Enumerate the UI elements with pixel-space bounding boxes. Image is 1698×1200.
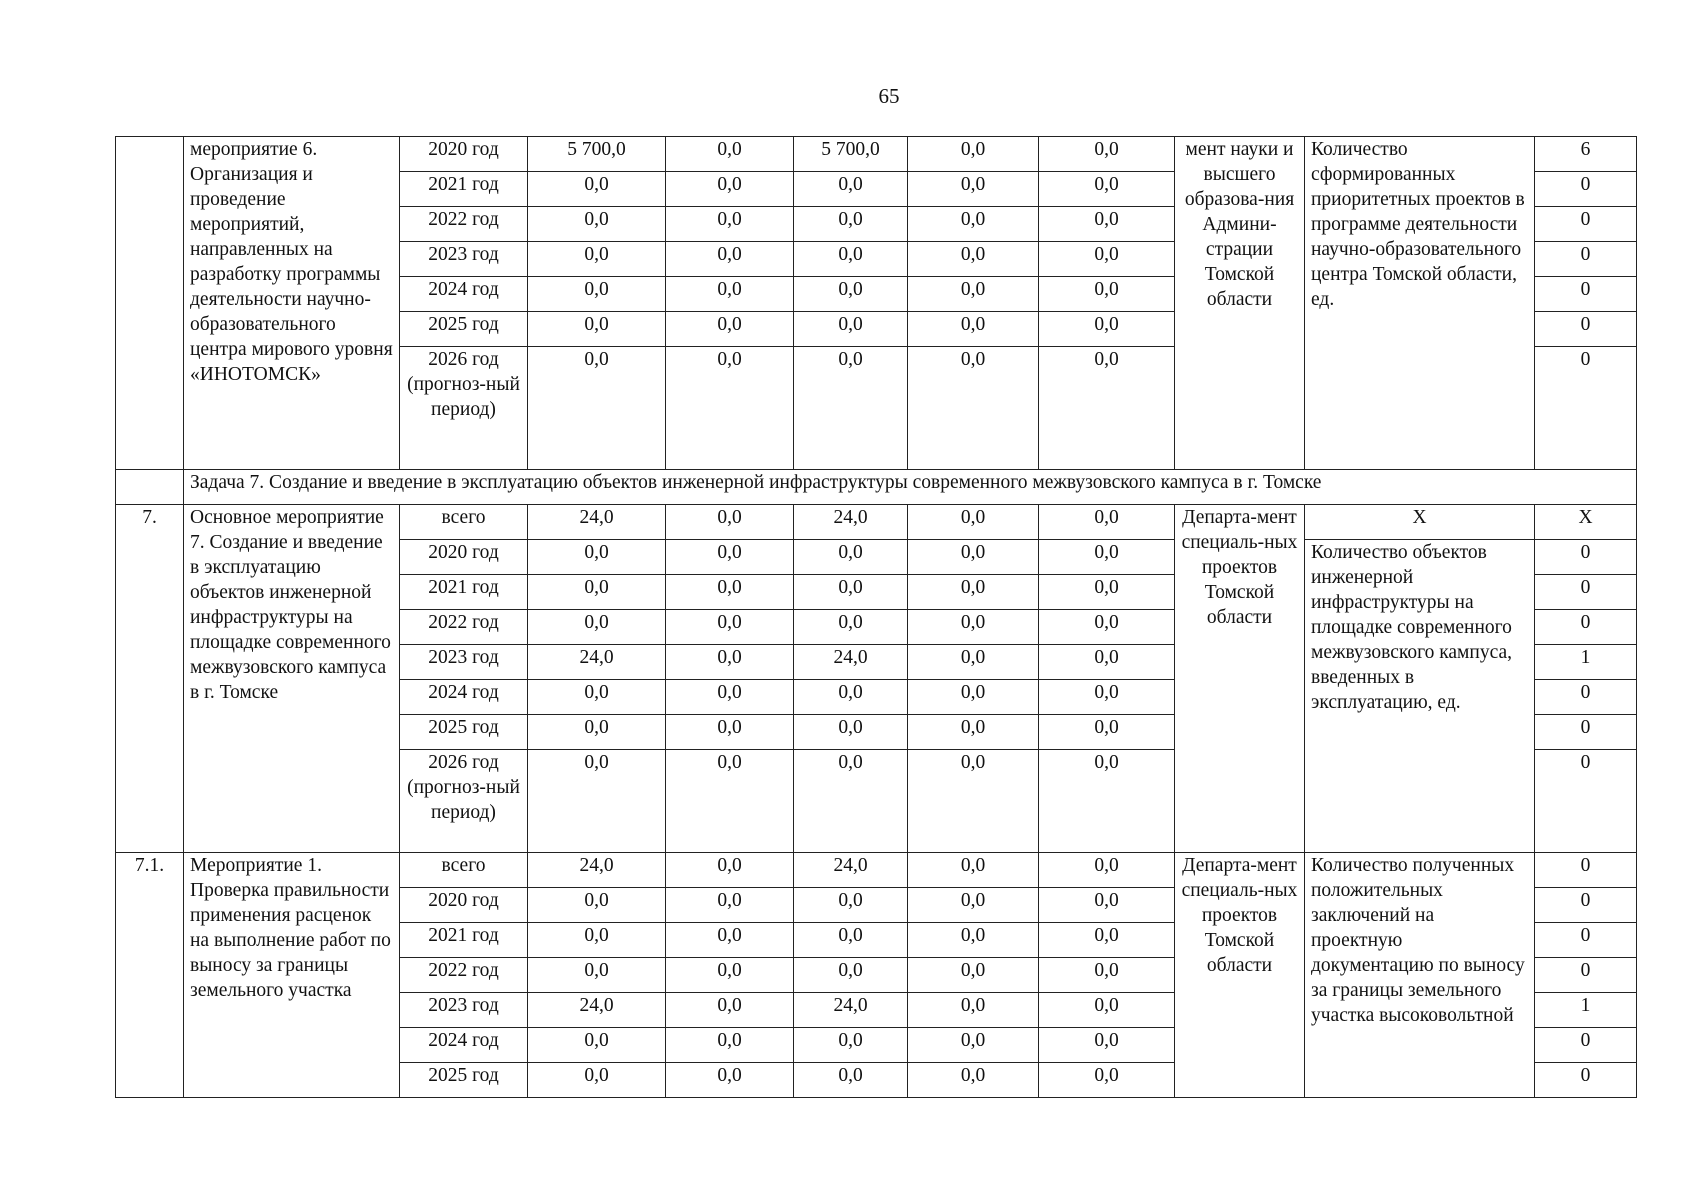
value-cell: 0,0 (908, 137, 1039, 172)
target-cell: 6 (1535, 137, 1637, 172)
value-cell: 0,0 (666, 312, 794, 347)
value-cell: 0,0 (908, 958, 1039, 993)
period-cell: 2026 год (прогноз-ный период) (400, 347, 528, 470)
program-table (115, 136, 1637, 1098)
value-cell: 0,0 (528, 958, 666, 993)
period-cell: 2021 год (400, 575, 528, 610)
target-cell: 0 (1535, 853, 1637, 888)
value-cell: 0,0 (666, 137, 794, 172)
activity-name: Основное мероприятие 7. Создание и введение в эксплуатацию объектов инженерной инфраструктуры на площадке современного межвузовского кампуса в г. Томске (184, 505, 400, 853)
value-cell: 0,0 (528, 888, 666, 923)
activity-name: мероприятие 6. Организация и проведение мероприятий, направленных на разработку программы деятельности научно-образовательного центра мирового уровня «ИНОТОМСК» (184, 137, 400, 470)
value-cell: 0,0 (666, 347, 794, 470)
value-cell: 24,0 (794, 505, 908, 540)
value-cell: 24,0 (528, 505, 666, 540)
value-cell: 0,0 (528, 277, 666, 312)
period-cell: 2022 год (400, 207, 528, 242)
target-cell: 1 (1535, 645, 1637, 680)
value-cell: 24,0 (528, 853, 666, 888)
value-cell: 0,0 (666, 1063, 794, 1098)
period-cell: 2022 год (400, 610, 528, 645)
value-cell: 0,0 (908, 277, 1039, 312)
value-cell: 0,0 (908, 993, 1039, 1028)
target-cell: 0 (1535, 750, 1637, 853)
value-cell: 0,0 (666, 958, 794, 993)
target-cell: 0 (1535, 207, 1637, 242)
target-cell: 0 (1535, 540, 1637, 575)
value-cell: 0,0 (528, 312, 666, 347)
period-cell: 2025 год (400, 715, 528, 750)
period-cell: 2020 год (400, 137, 528, 172)
target-cell: 0 (1535, 923, 1637, 958)
value-cell: 0,0 (1039, 1063, 1175, 1098)
value-cell: 0,0 (528, 540, 666, 575)
value-cell: 0,0 (794, 680, 908, 715)
indicator-cell: Количество сформированных приоритетных проектов в программе деятельности научно-образовательного центра Томской области, ед. (1305, 137, 1535, 470)
target-cell: 0 (1535, 888, 1637, 923)
executor-cell: мент науки и высшего образова-ния Админи-страции Томской области (1175, 137, 1305, 470)
value-cell: 0,0 (1039, 1028, 1175, 1063)
value-cell: 0,0 (528, 923, 666, 958)
value-cell: 0,0 (1039, 645, 1175, 680)
value-cell: 0,0 (528, 1063, 666, 1098)
value-cell: 0,0 (1039, 923, 1175, 958)
value-cell: 0,0 (908, 888, 1039, 923)
value-cell: 5 700,0 (794, 137, 908, 172)
target-cell: 0 (1535, 715, 1637, 750)
value-cell: 0,0 (794, 715, 908, 750)
value-cell: 0,0 (908, 923, 1039, 958)
value-cell: 24,0 (794, 993, 908, 1028)
value-cell: 5 700,0 (528, 137, 666, 172)
period-cell: 2025 год (400, 312, 528, 347)
period-cell: 2023 год (400, 242, 528, 277)
page-number: 65 (878, 84, 900, 108)
target-cell: 0 (1535, 277, 1637, 312)
value-cell: 0,0 (528, 680, 666, 715)
activity-name: Мероприятие 1. Проверка правильности применения расценок на выполнение работ по выносу за границы земельного участка (184, 853, 400, 1098)
value-cell: 0,0 (666, 540, 794, 575)
value-cell: 0,0 (1039, 540, 1175, 575)
target-cell: 0 (1535, 172, 1637, 207)
period-cell: 2022 год (400, 958, 528, 993)
period-cell: всего (400, 505, 528, 540)
target-cell: 1 (1535, 993, 1637, 1028)
value-cell: 0,0 (528, 1028, 666, 1063)
value-cell: 0,0 (908, 207, 1039, 242)
value-cell: 0,0 (528, 172, 666, 207)
target-cell: 0 (1535, 958, 1637, 993)
value-cell: 0,0 (1039, 505, 1175, 540)
value-cell: 0,0 (794, 958, 908, 993)
task-heading: Задача 7. Создание и введение в эксплуатацию объектов инженерной инфраструктуры современного межвузовского кампуса в г. Томске (184, 470, 1637, 505)
value-cell: 0,0 (1039, 715, 1175, 750)
executor-cell: Департа-мент специаль-ных проектов Томской области (1175, 853, 1305, 1098)
target-cell: 0 (1535, 610, 1637, 645)
value-cell: 24,0 (794, 645, 908, 680)
value-cell: 0,0 (908, 1063, 1039, 1098)
value-cell: 0,0 (908, 715, 1039, 750)
target-cell: 0 (1535, 312, 1637, 347)
value-cell: 0,0 (908, 750, 1039, 853)
period-cell: 2021 год (400, 172, 528, 207)
value-cell: 0,0 (528, 750, 666, 853)
value-cell: 0,0 (794, 750, 908, 853)
value-cell: 0,0 (1039, 680, 1175, 715)
value-cell: 0,0 (1039, 207, 1175, 242)
period-cell: 2026 год (прогноз-ный период) (400, 750, 528, 853)
value-cell: 0,0 (1039, 277, 1175, 312)
value-cell: 0,0 (1039, 347, 1175, 470)
value-cell: 0,0 (1039, 853, 1175, 888)
value-cell: 0,0 (1039, 312, 1175, 347)
value-cell: 0,0 (794, 540, 908, 575)
period-cell: 2023 год (400, 993, 528, 1028)
value-cell: 0,0 (666, 993, 794, 1028)
value-cell: 0,0 (666, 242, 794, 277)
period-cell: всего (400, 853, 528, 888)
target-cell: 0 (1535, 1063, 1637, 1098)
value-cell: 0,0 (528, 715, 666, 750)
value-cell: 0,0 (794, 347, 908, 470)
value-cell: 0,0 (528, 347, 666, 470)
value-cell: 0,0 (1039, 172, 1175, 207)
value-cell: 0,0 (908, 540, 1039, 575)
value-cell: 0,0 (908, 347, 1039, 470)
value-cell: 0,0 (666, 207, 794, 242)
value-cell: 0,0 (794, 575, 908, 610)
value-cell: 0,0 (794, 923, 908, 958)
value-cell: 0,0 (908, 575, 1039, 610)
target-cell: 0 (1535, 575, 1637, 610)
period-cell: 2024 год (400, 1028, 528, 1063)
value-cell: 24,0 (528, 645, 666, 680)
period-cell: 2020 год (400, 888, 528, 923)
value-cell: 0,0 (794, 888, 908, 923)
value-cell: 0,0 (1039, 993, 1175, 1028)
value-cell: 0,0 (794, 277, 908, 312)
target-cell: 0 (1535, 1028, 1637, 1063)
value-cell: 0,0 (908, 680, 1039, 715)
value-cell: 0,0 (908, 1028, 1039, 1063)
value-cell: 0,0 (908, 172, 1039, 207)
value-cell: 0,0 (794, 1063, 908, 1098)
value-cell: 0,0 (794, 312, 908, 347)
target-cell: 0 (1535, 242, 1637, 277)
period-cell: 2020 год (400, 540, 528, 575)
value-cell: 0,0 (1039, 888, 1175, 923)
value-cell: 0,0 (666, 1028, 794, 1063)
value-cell: 0,0 (666, 888, 794, 923)
period-cell: 2023 год (400, 645, 528, 680)
row-number-cell: 7. (116, 505, 184, 853)
value-cell: 0,0 (794, 1028, 908, 1063)
value-cell: 0,0 (528, 242, 666, 277)
indicator-cell: Количество объектов инженерной инфраструктуры на площадке современного межвузовского кампуса, введенных в эксплуатацию, ед. (1305, 540, 1535, 853)
value-cell: 0,0 (666, 575, 794, 610)
value-cell: 0,0 (666, 505, 794, 540)
value-cell: 0,0 (666, 680, 794, 715)
value-cell: 24,0 (794, 853, 908, 888)
value-cell: 0,0 (794, 172, 908, 207)
value-cell: 0,0 (1039, 575, 1175, 610)
row-number-cell (116, 137, 184, 470)
value-cell: 0,0 (528, 207, 666, 242)
indicator-cell: Х (1305, 505, 1535, 540)
value-cell: 0,0 (528, 575, 666, 610)
value-cell: 0,0 (908, 505, 1039, 540)
value-cell: 0,0 (1039, 242, 1175, 277)
value-cell: 0,0 (908, 853, 1039, 888)
value-cell: 0,0 (666, 610, 794, 645)
value-cell: 0,0 (908, 610, 1039, 645)
value-cell: 0,0 (794, 242, 908, 277)
value-cell: 0,0 (1039, 137, 1175, 172)
value-cell: 0,0 (1039, 610, 1175, 645)
target-cell: Х (1535, 505, 1637, 540)
value-cell: 0,0 (794, 610, 908, 645)
value-cell: 0,0 (666, 750, 794, 853)
table-row (116, 853, 1637, 888)
period-cell: 2024 год (400, 277, 528, 312)
value-cell: 0,0 (666, 645, 794, 680)
period-cell: 2021 год (400, 923, 528, 958)
value-cell: 0,0 (666, 923, 794, 958)
target-cell: 0 (1535, 347, 1637, 470)
target-cell: 0 (1535, 680, 1637, 715)
value-cell: 0,0 (908, 312, 1039, 347)
row-number-cell: 7.1. (116, 853, 184, 1098)
value-cell: 0,0 (666, 715, 794, 750)
period-cell: 2025 год (400, 1063, 528, 1098)
value-cell: 0,0 (666, 853, 794, 888)
value-cell: 24,0 (528, 993, 666, 1028)
task-row (116, 470, 1637, 505)
value-cell: 0,0 (528, 610, 666, 645)
value-cell: 0,0 (794, 207, 908, 242)
indicator-cell: Количество полученных положительных заключений на проектную документацию по выносу за границы земельного участка высоковольтной (1305, 853, 1535, 1098)
value-cell: 0,0 (1039, 958, 1175, 993)
value-cell: 0,0 (908, 645, 1039, 680)
value-cell: 0,0 (908, 242, 1039, 277)
table-row (116, 137, 1637, 172)
value-cell: 0,0 (666, 277, 794, 312)
value-cell: 0,0 (1039, 750, 1175, 853)
table-row (116, 505, 1637, 540)
executor-cell: Департа-мент специаль-ных проектов Томской области (1175, 505, 1305, 853)
value-cell: 0,0 (666, 172, 794, 207)
period-cell: 2024 год (400, 680, 528, 715)
row-number-cell (116, 470, 184, 505)
